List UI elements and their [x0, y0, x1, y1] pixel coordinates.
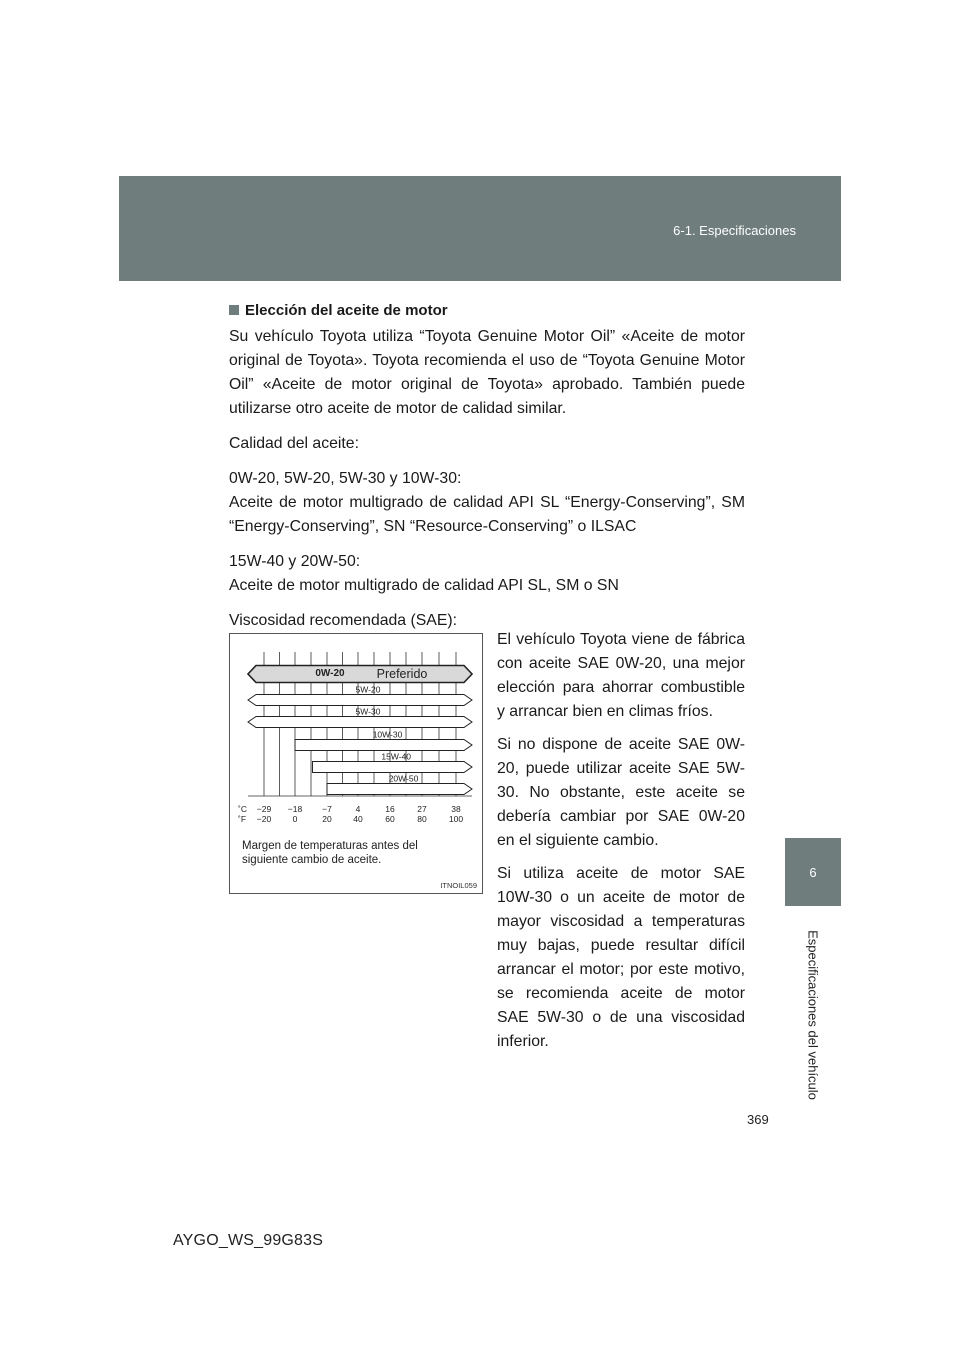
bar-label-5w-30: 5W-30	[355, 706, 381, 717]
quality-group-2-text: Aceite de motor multigrado de calidad API SL, SM o SN	[229, 577, 619, 594]
section-heading-text: Elección del aceite de motor	[245, 302, 448, 319]
fahrenheit-tick-label: 100	[448, 814, 464, 824]
chart-bars	[248, 666, 472, 795]
bar-15w-40	[312, 762, 472, 773]
viscosity-chart-figure	[229, 633, 483, 894]
caption-line-2: siguiente cambio de aceite.	[242, 854, 382, 866]
side-paragraph-3: Si utiliza aceite de motor SAE 10W-30 o un aceite de motor de mayor viscosidad a temperaturas muy bajas, puede resultar difícil arrancar el motor; por este motivo, se recomienda aceite de motor SAE 5W-30 o de una viscosidad inferior.	[497, 865, 745, 1050]
document-code: AYGO_WS_99G83S	[173, 1232, 324, 1249]
bar-0w-20	[248, 666, 472, 683]
side-paragraph-2: Si no dispone de aceite SAE 0W-20, puede utilizar aceite SAE 5W-30. No obstante, este aceite se debería cambiar por SAE 0W-20 en el siguiente cambio.	[497, 736, 745, 849]
fahrenheit-tick-label: 40	[353, 814, 363, 824]
celsius-tick-label: 16	[385, 804, 395, 814]
celsius-tick-label: −7	[322, 804, 332, 814]
page-number: 369	[747, 1112, 769, 1127]
bar-label-0w-20: 0W-20	[315, 668, 345, 680]
intro-paragraph: Su vehículo Toyota utiliza “Toyota Genuine Motor Oil” «Aceite de motor original de Toyota». Toyota recomienda el uso de “Toyota Genuine Motor Oil” «Aceite de motor original de Toyota» aprobado. También puede utilizarse otro aceite de motor de calidad similar.	[229, 328, 745, 417]
quality-group-1-text: Aceite de motor multigrado de calidad API SL “Energy-Conserving”, SM “Energy-Conserving”, SN “Resource-Conserving” o ILSAC	[229, 494, 745, 535]
bar-5w-20	[248, 695, 472, 706]
quality-label: Calidad del aceite:	[229, 435, 359, 452]
bar-5w-30	[248, 717, 472, 728]
section-heading	[229, 302, 745, 319]
fahrenheit-tick-label: 0	[292, 814, 298, 824]
chart-caption-line-2	[242, 854, 381, 866]
fahrenheit-unit-label: ˚F	[238, 814, 247, 824]
quality-group-1-title: 0W-20, 5W-20, 5W-30 y 10W-30:	[229, 470, 462, 487]
viscosity-chart	[230, 634, 482, 893]
fahrenheit-tick-label: 60	[385, 814, 395, 824]
preferred-label: Preferido	[376, 666, 428, 681]
fahrenheit-tick-label: 20	[322, 814, 332, 824]
figure-code: ITNOIL059	[440, 881, 477, 890]
square-bullet-icon	[229, 305, 239, 315]
celsius-tick-label: 38	[451, 804, 461, 814]
bar-20w-50	[327, 784, 472, 795]
bar-label-20w-50: 20W-50	[388, 773, 419, 784]
caption-line-1: Margen de temperaturas antes del	[242, 840, 418, 852]
side-text-column	[497, 628, 745, 1063]
bar-label-15w-40: 15W-40	[381, 751, 412, 762]
header-band	[119, 176, 841, 281]
chart-ticks	[257, 804, 464, 824]
bar-label-5w-20: 5W-20	[355, 684, 381, 695]
fahrenheit-tick-label: −20	[256, 814, 272, 824]
bar-10w-30	[295, 740, 472, 751]
quality-group-1	[229, 467, 745, 539]
chapter-number: 6	[809, 864, 817, 880]
fahrenheit-tick-label: 80	[417, 814, 427, 824]
quality-group-2	[229, 550, 745, 598]
main-content	[229, 302, 745, 644]
chapter-side-label-text: Especificaciones del vehículo	[805, 930, 821, 1100]
celsius-tick-label: 27	[417, 804, 427, 814]
celsius-tick-label: −18	[287, 804, 303, 814]
bar-label-10w-30: 10W-30	[372, 729, 403, 740]
celsius-unit-label: ˚C	[238, 804, 247, 814]
section-title: 6-1. Especificaciones	[673, 223, 796, 238]
celsius-tick-label: −29	[256, 804, 272, 814]
side-paragraph-1: El vehículo Toyota viene de fábrica con aceite SAE 0W-20, una mejor elección para ahorrar combustible y arrancar bien en climas fríos.	[497, 631, 745, 720]
chapter-tab	[785, 838, 841, 906]
viscosity-label: Viscosidad recomendada (SAE):	[229, 612, 458, 629]
celsius-tick-label: 4	[355, 804, 361, 814]
quality-group-2-title: 15W-40 y 20W-50:	[229, 553, 361, 570]
chart-caption-line-1	[242, 840, 418, 852]
